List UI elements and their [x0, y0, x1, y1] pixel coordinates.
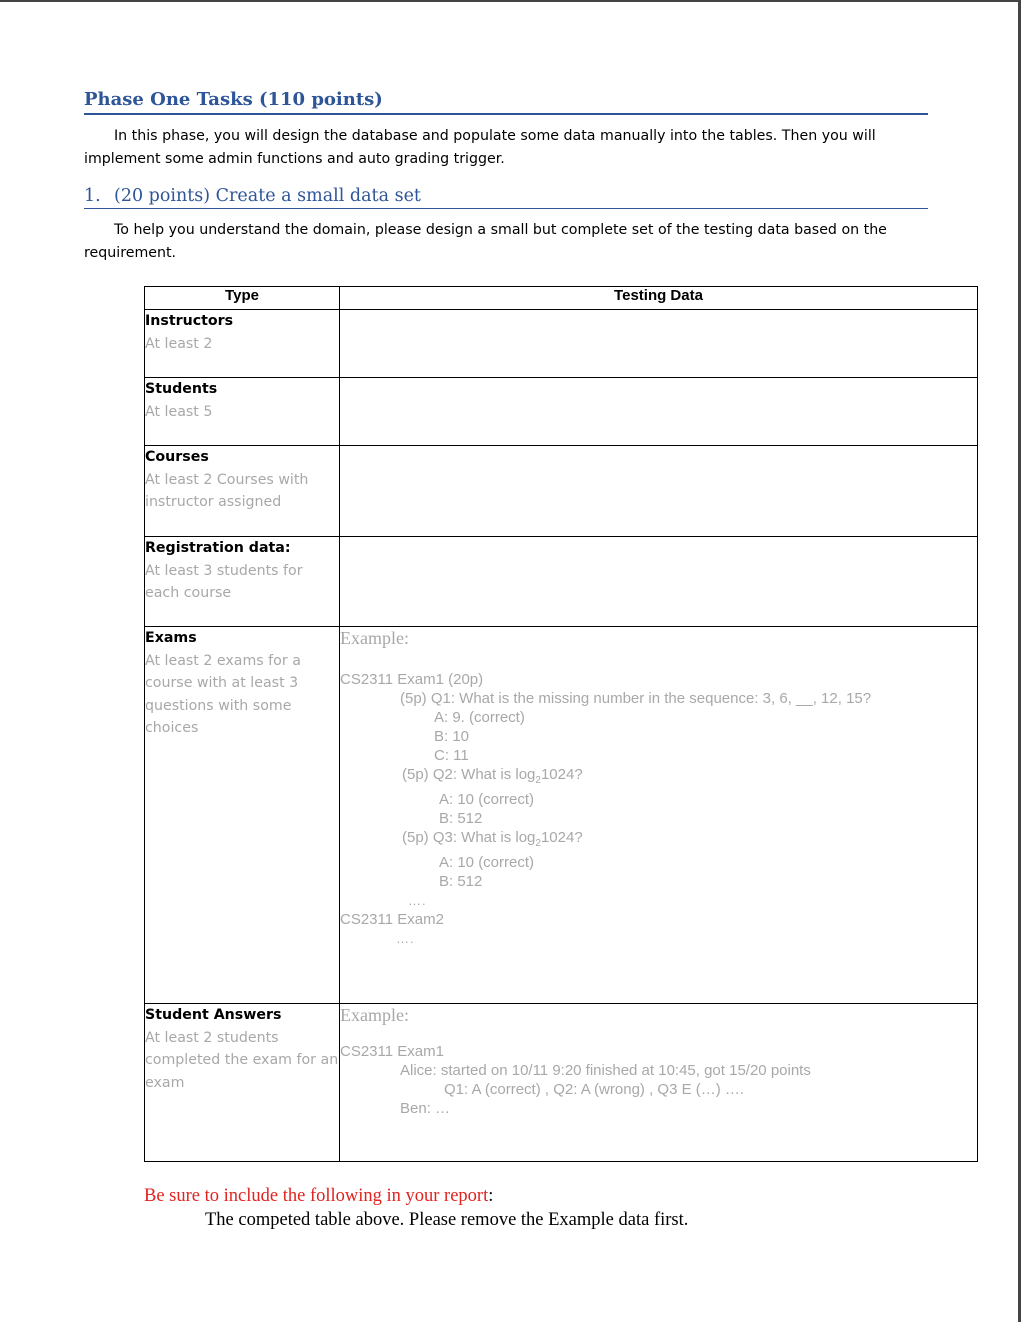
question-item: (5p) Q3: What is $\log_21024$?	[402, 829, 583, 849]
example-label: Example:	[340, 628, 409, 648]
testing-data-cell[interactable]	[340, 537, 978, 627]
type-name: Students	[145, 381, 218, 397]
choice-item: A: 10 (correct)	[439, 791, 535, 808]
choice-item: B: 512	[439, 810, 483, 827]
choice-item: A: 9. (correct)	[434, 709, 525, 726]
report-note	[144, 1185, 984, 1232]
type-cell	[145, 446, 340, 537]
type-cell	[145, 537, 340, 627]
table-row	[145, 378, 978, 446]
type-name: Student Answers	[145, 1007, 282, 1023]
type-cell	[145, 627, 340, 1004]
table-row	[145, 1004, 978, 1162]
type-requirement: At least 2 exams for a course with at least 3 questions with some choices	[145, 652, 301, 736]
exam-title: CS2311 Exam1 (20p)	[340, 671, 484, 688]
table-row	[145, 627, 978, 1004]
question-item: (5p) Q2: What is $\log_21024$?	[402, 766, 583, 786]
intro-paragraph	[84, 125, 930, 170]
testing-data-cell[interactable]	[340, 310, 978, 378]
table-row	[145, 537, 978, 627]
exam-title: CS2311 Exam2	[340, 911, 444, 928]
question-item: (5p) Q1: What is the missing number in the sequence: 3, 6, __, 12, 15?	[400, 690, 872, 707]
choice-item: B: 10	[434, 728, 470, 745]
section-heading	[84, 186, 928, 209]
section-title: (20 points) Create a small data set	[114, 186, 421, 206]
choice-item: A: 10 (correct)	[439, 854, 535, 871]
type-requirement: At least 2 students completed the exam for an exam	[145, 1029, 339, 1091]
testing-data-cell[interactable]	[340, 1004, 978, 1162]
example-label: Example:	[340, 1005, 409, 1025]
type-name: Courses	[145, 449, 209, 465]
report-note-highlight: Be sure to include the following in your report	[144, 1186, 489, 1206]
testing-data-cell[interactable]	[340, 446, 978, 537]
type-cell	[145, 1004, 340, 1162]
type-cell	[145, 310, 340, 378]
type-requirement: At least 5	[145, 403, 213, 420]
table-header-row	[145, 287, 978, 310]
type-requirement: At least 2	[145, 335, 213, 352]
type-column-header: Type	[145, 287, 340, 310]
type-name: Registration data:	[145, 540, 291, 556]
section-number: 1.	[84, 186, 101, 206]
table-row	[145, 310, 978, 378]
page-frame-top	[0, 0, 1021, 2]
report-note-text: The competed table above. Please remove the Example data first.	[205, 1209, 689, 1230]
report-note-heading: Be sure to include the following in your report:	[144, 1186, 494, 1206]
ellipsis: ….	[396, 931, 415, 946]
student-answer-summary: Alice: started on 10/11 9:20 finished at 10:45, got 15/20 points	[400, 1062, 811, 1079]
phase-title: Phase One Tasks (110 points)	[84, 89, 928, 115]
choice-item: B: 512	[439, 873, 483, 890]
type-name: Instructors	[145, 313, 234, 329]
exam-title: CS2311 Exam1	[340, 1043, 444, 1060]
testing-data-column-header: Testing Data	[340, 287, 978, 310]
student-answer-summary: Ben: …	[400, 1100, 451, 1117]
table-row	[145, 446, 978, 537]
testing-data-cell[interactable]	[340, 378, 978, 446]
student-answer-detail: Q1: A (correct) , Q2: A (wrong) , Q3 E (…) ….	[444, 1081, 745, 1098]
choice-item: C: 11	[434, 747, 469, 764]
intro-text: In this phase, you will design the database and populate some data manually into the tables. Then you will implement some admin functions and auto grading trigger.	[84, 128, 876, 167]
ellipsis: ….	[408, 893, 427, 908]
section-text: To help you understand the domain, please design a small but complete set of the testing data based on the requirement.	[84, 222, 887, 261]
type-requirement: At least 3 students for each course	[145, 562, 303, 601]
type-name: Exams	[145, 630, 197, 646]
type-cell	[145, 378, 340, 446]
testing-data-cell[interactable]	[340, 627, 978, 1004]
type-requirement: At least 2 Courses with instructor assigned	[145, 471, 309, 510]
testing-data-table	[144, 286, 978, 1162]
section-paragraph	[84, 219, 930, 264]
